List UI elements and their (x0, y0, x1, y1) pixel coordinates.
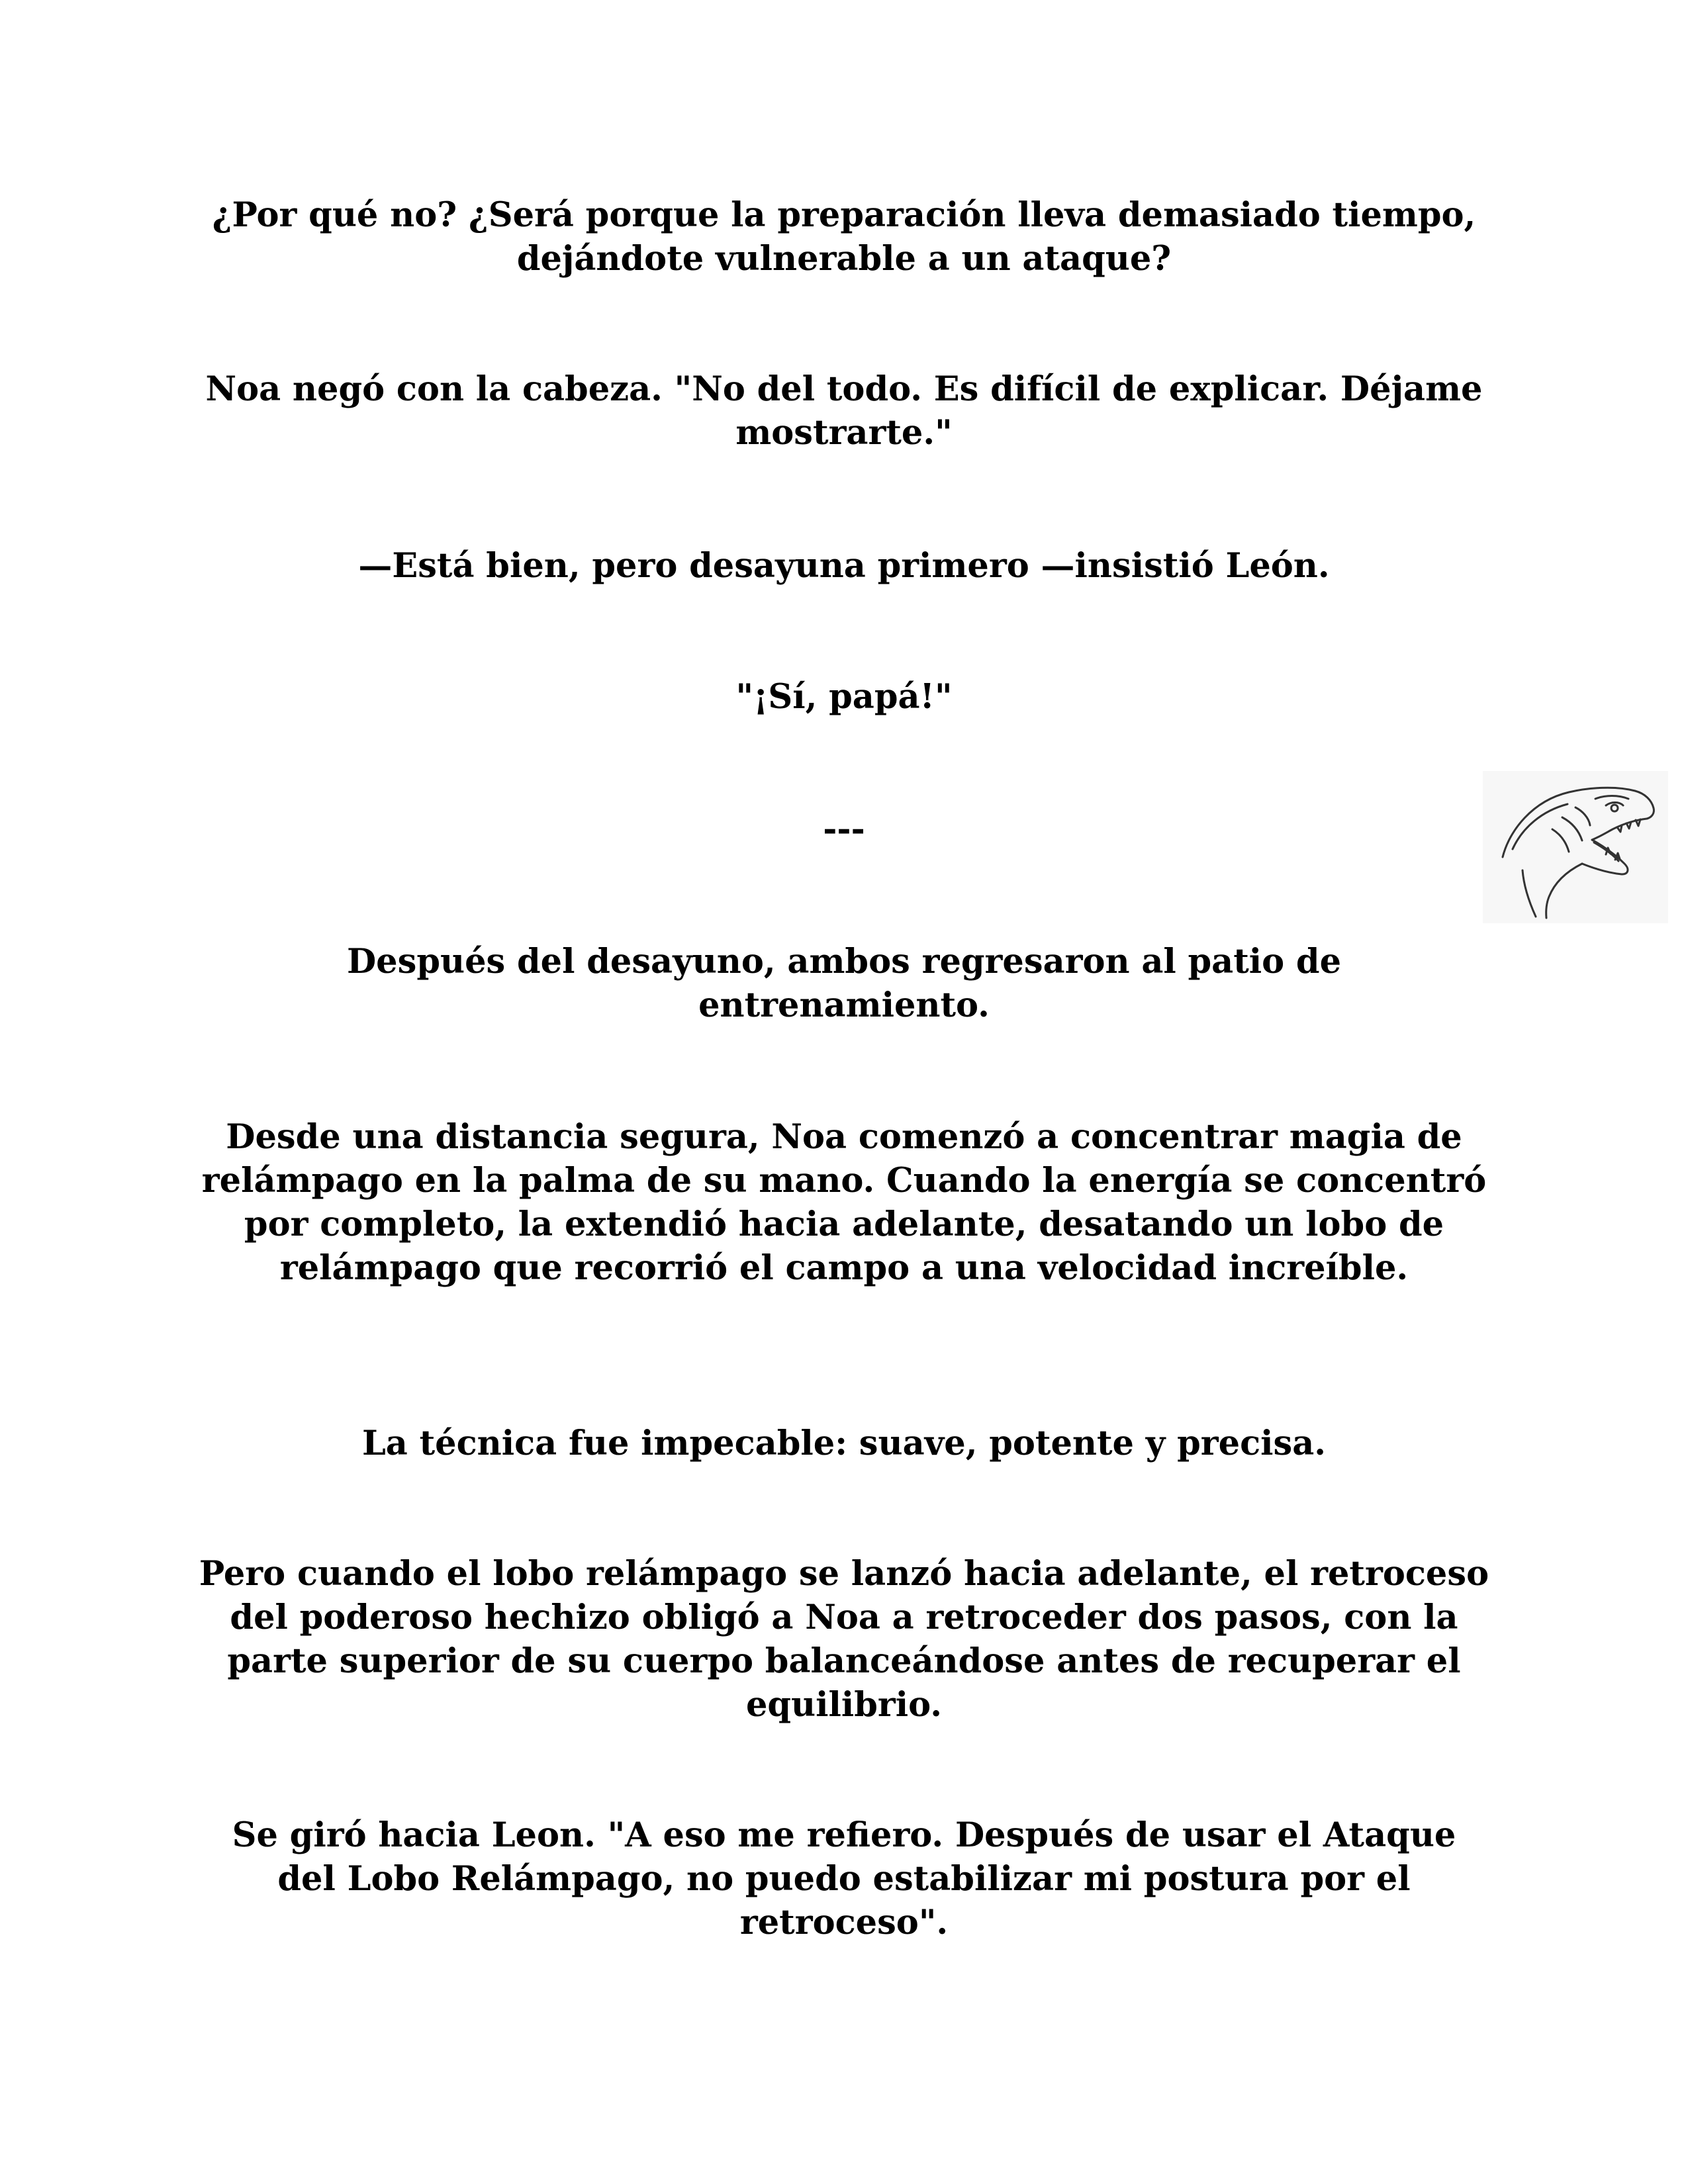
paragraph-5: Después del desayuno, ambos regresaron al patio de entrenamiento. (346, 942, 1342, 1025)
paragraph-8: Pero cuando el lobo relámpago se lanzó hacia adelante, el retroceso del poderoso hechizo obligó a Noa a retroceder dos pasos, con la parte superior de su cuerpo balanceándose antes de recuperar el equilibrio. (199, 1554, 1489, 1725)
paragraph-7: La técnica fue impecable: suave, potente y precisa. (361, 1424, 1327, 1463)
dinosaur-head-sketch-icon (1483, 771, 1668, 923)
scene-break: --- (823, 809, 865, 849)
paragraph-4: "¡Sí, papá!" (735, 677, 953, 717)
paragraph-6: Desde una distancia segura, Noa comenzó a concentrar magia de relámpago en la palma de su mano. Cuando la energía se concentró por completo, la extendió hacia adelante, desatando un lobo de relámpago que recorrió el campo a una velocidad increíble. (201, 1117, 1487, 1288)
paragraph-3: —Está bien, pero desayuna primero —insistió León. (358, 546, 1330, 586)
paragraph-2: Noa negó con la cabeza. "No del todo. Es difícil de explicar. Déjame mostrarte." (205, 369, 1483, 453)
paragraph-1: ¿Por qué no? ¿Será porque la preparación lleva demasiado tiempo, dejándote vulnerable a un ataque? (212, 195, 1476, 279)
paragraph-9: Se giró hacia Leon. "A eso me refiero. Después de usar el Ataque del Lobo Relámpago, no puedo estabilizar mi postura por el retroceso". (232, 1815, 1456, 1942)
